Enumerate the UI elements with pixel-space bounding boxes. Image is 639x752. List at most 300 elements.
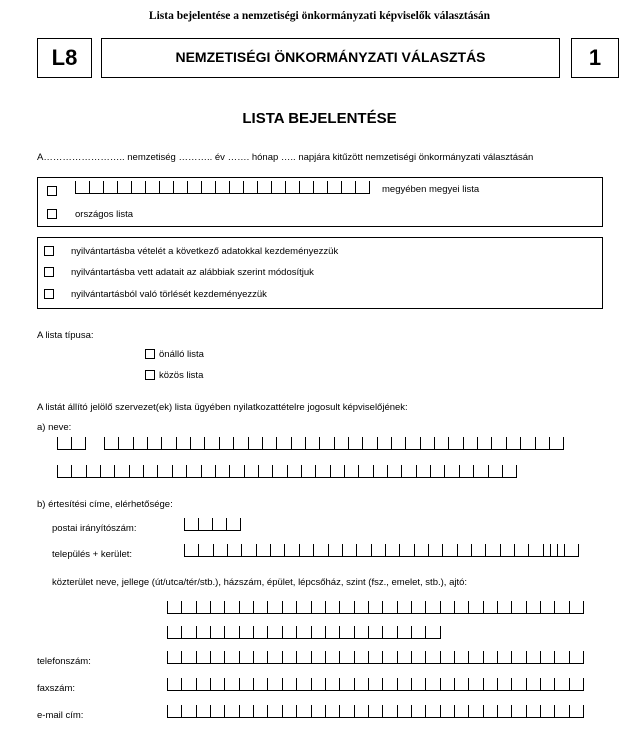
independent-list-label: önálló lista bbox=[159, 349, 204, 360]
comb-tick bbox=[583, 601, 584, 613]
comb-tick bbox=[468, 651, 469, 663]
fax-label: faxszám: bbox=[37, 683, 76, 694]
comb-tick bbox=[85, 437, 86, 449]
comb-tick bbox=[397, 601, 398, 613]
comb-tick bbox=[440, 705, 441, 717]
comb-tick bbox=[416, 465, 417, 477]
comb-tick bbox=[385, 544, 386, 556]
comb-tick bbox=[75, 181, 76, 193]
comb-tick bbox=[296, 601, 297, 613]
comb-tick bbox=[229, 181, 230, 193]
comb-tick bbox=[253, 626, 254, 638]
comb-tick bbox=[463, 437, 464, 449]
comb-tick bbox=[425, 705, 426, 717]
comb-tick bbox=[535, 437, 536, 449]
comb-tick bbox=[497, 601, 498, 613]
comb-tick bbox=[554, 678, 555, 690]
comb-tick bbox=[233, 437, 234, 449]
comb-tick bbox=[411, 678, 412, 690]
street-field-line2[interactable] bbox=[167, 627, 441, 639]
comb-tick bbox=[239, 626, 240, 638]
comb-tick bbox=[371, 544, 372, 556]
comb-tick bbox=[198, 544, 199, 556]
comb-tick bbox=[145, 181, 146, 193]
comb-tick bbox=[354, 601, 355, 613]
comb-tick bbox=[325, 626, 326, 638]
comb-tick bbox=[411, 601, 412, 613]
comb-tick bbox=[239, 678, 240, 690]
name-field-line2[interactable] bbox=[57, 466, 517, 478]
comb-tick bbox=[196, 601, 197, 613]
settlement-field[interactable] bbox=[184, 545, 558, 557]
comb-tick bbox=[382, 651, 383, 663]
comb-tick bbox=[270, 544, 271, 556]
comb-tick bbox=[339, 651, 340, 663]
comb-tick bbox=[299, 544, 300, 556]
comb-tick bbox=[282, 626, 283, 638]
comb-tick bbox=[311, 601, 312, 613]
phone-label: telefonszám: bbox=[37, 656, 91, 667]
comb-tick bbox=[457, 544, 458, 556]
modify-label: nyilvántartásba vett adatait az alábbiak szerint módosítjuk bbox=[71, 267, 314, 278]
comb-tick bbox=[210, 626, 211, 638]
comb-tick bbox=[181, 601, 182, 613]
comb-tick bbox=[382, 601, 383, 613]
comb-tick bbox=[397, 705, 398, 717]
comb-tick bbox=[511, 651, 512, 663]
comb-tick bbox=[497, 651, 498, 663]
comb-tick bbox=[411, 705, 412, 717]
comb-tick bbox=[377, 437, 378, 449]
comb-tick bbox=[173, 181, 174, 193]
phone-field[interactable] bbox=[167, 652, 584, 664]
name-field-line1[interactable] bbox=[104, 438, 564, 450]
comb-tick bbox=[311, 651, 312, 663]
comb-tick bbox=[210, 678, 211, 690]
comb-tick bbox=[181, 678, 182, 690]
comb-tick bbox=[330, 465, 331, 477]
comb-tick bbox=[488, 465, 489, 477]
comb-tick bbox=[569, 601, 570, 613]
comb-tick bbox=[167, 601, 168, 613]
comb-tick bbox=[528, 544, 529, 556]
comb-tick bbox=[325, 678, 326, 690]
comb-tick bbox=[258, 465, 259, 477]
comb-tick bbox=[468, 678, 469, 690]
comb-tick bbox=[226, 518, 227, 530]
comb-tick bbox=[187, 181, 188, 193]
national-list-checkbox[interactable] bbox=[47, 209, 57, 219]
comb-tick bbox=[325, 651, 326, 663]
comb-tick bbox=[172, 465, 173, 477]
comb-tick bbox=[569, 651, 570, 663]
comb-tick bbox=[339, 626, 340, 638]
comb-tick bbox=[301, 465, 302, 477]
email-label: e-mail cím: bbox=[37, 710, 84, 721]
street-field-line1[interactable] bbox=[167, 602, 584, 614]
comb-tick bbox=[368, 651, 369, 663]
comb-tick bbox=[271, 181, 272, 193]
comb-tick bbox=[196, 705, 197, 717]
county-list-checkbox[interactable] bbox=[47, 186, 57, 196]
comb-tick bbox=[253, 678, 254, 690]
comb-tick bbox=[442, 544, 443, 556]
comb-tick bbox=[224, 601, 225, 613]
district-field[interactable] bbox=[550, 545, 579, 557]
comb-tick bbox=[564, 544, 565, 556]
comb-tick bbox=[184, 518, 185, 530]
comb-tick bbox=[483, 678, 484, 690]
comb-tick bbox=[391, 437, 392, 449]
county-list-label: megyében megyei lista bbox=[382, 184, 480, 195]
comb-tick bbox=[473, 465, 474, 477]
intro-line: A…………………….. nemzetiség ……….. év ……. hónap ….. napjára kitűzött nemzetiségi önkormányzati választásán bbox=[37, 152, 534, 163]
comb-tick bbox=[483, 651, 484, 663]
comb-tick bbox=[497, 705, 498, 717]
comb-tick bbox=[224, 678, 225, 690]
comb-tick bbox=[554, 601, 555, 613]
comb-tick bbox=[243, 181, 244, 193]
comb-tick bbox=[414, 544, 415, 556]
comb-tick bbox=[71, 465, 72, 477]
comb-tick bbox=[549, 437, 550, 449]
comb-tick bbox=[369, 181, 370, 193]
comb-tick bbox=[71, 437, 72, 449]
comb-tick bbox=[354, 678, 355, 690]
name-prefix-field[interactable] bbox=[57, 438, 86, 450]
comb-tick bbox=[129, 465, 130, 477]
comb-tick bbox=[282, 678, 283, 690]
joint-list-label: közös lista bbox=[159, 370, 204, 381]
register-label: nyilvántartásba vételét a következő adatokkal kezdeményezzük bbox=[71, 246, 339, 257]
comb-tick bbox=[483, 601, 484, 613]
comb-tick bbox=[334, 437, 335, 449]
comb-tick bbox=[485, 544, 486, 556]
comb-tick bbox=[526, 651, 527, 663]
form-title-box bbox=[101, 38, 560, 78]
registry-action-box bbox=[37, 237, 603, 309]
comb-tick bbox=[176, 437, 177, 449]
comb-tick bbox=[434, 437, 435, 449]
comb-tick bbox=[319, 437, 320, 449]
email-field[interactable] bbox=[167, 706, 584, 718]
comb-tick bbox=[428, 544, 429, 556]
comb-tick bbox=[212, 518, 213, 530]
comb-tick bbox=[425, 678, 426, 690]
postal-code-field[interactable] bbox=[184, 519, 241, 531]
document-top-title: Lista bejelentése a nemzetiségi önkormányzati képviselők választásán bbox=[148, 10, 491, 22]
comb-tick bbox=[459, 465, 460, 477]
comb-tick bbox=[167, 678, 168, 690]
comb-tick bbox=[227, 544, 228, 556]
comb-tick bbox=[468, 705, 469, 717]
comb-tick bbox=[440, 678, 441, 690]
comb-tick bbox=[114, 465, 115, 477]
comb-tick bbox=[133, 437, 134, 449]
comb-tick bbox=[540, 678, 541, 690]
comb-tick bbox=[471, 544, 472, 556]
comb-tick bbox=[368, 705, 369, 717]
comb-tick bbox=[526, 678, 527, 690]
comb-tick bbox=[411, 651, 412, 663]
register-checkbox[interactable] bbox=[44, 246, 54, 256]
comb-tick bbox=[354, 626, 355, 638]
comb-tick bbox=[167, 626, 168, 638]
comb-tick bbox=[167, 705, 168, 717]
comb-tick bbox=[201, 181, 202, 193]
comb-tick bbox=[253, 705, 254, 717]
comb-tick bbox=[554, 705, 555, 717]
comb-tick bbox=[382, 678, 383, 690]
comb-tick bbox=[583, 651, 584, 663]
section-title: LISTA BEJELENTÉSE bbox=[242, 110, 397, 127]
comb-tick bbox=[397, 678, 398, 690]
comb-tick bbox=[399, 544, 400, 556]
comb-tick bbox=[440, 601, 441, 613]
comb-tick bbox=[339, 678, 340, 690]
comb-tick bbox=[267, 651, 268, 663]
comb-tick bbox=[540, 705, 541, 717]
comb-tick bbox=[425, 651, 426, 663]
comb-tick bbox=[305, 437, 306, 449]
comb-tick bbox=[397, 651, 398, 663]
comb-tick bbox=[440, 651, 441, 663]
comb-tick bbox=[578, 544, 579, 556]
comb-tick bbox=[267, 626, 268, 638]
comb-tick bbox=[354, 651, 355, 663]
joint-list-checkbox[interactable] bbox=[145, 370, 155, 380]
comb-tick bbox=[167, 651, 168, 663]
comb-tick bbox=[103, 181, 104, 193]
comb-tick bbox=[241, 544, 242, 556]
comb-tick bbox=[239, 601, 240, 613]
comb-tick bbox=[262, 437, 263, 449]
comb-tick bbox=[511, 601, 512, 613]
comb-tick bbox=[287, 465, 288, 477]
comb-tick bbox=[57, 465, 58, 477]
comb-tick bbox=[425, 601, 426, 613]
comb-tick bbox=[276, 437, 277, 449]
comb-tick bbox=[526, 601, 527, 613]
comb-tick bbox=[543, 544, 544, 556]
comb-tick bbox=[362, 437, 363, 449]
page-number-box bbox=[571, 38, 619, 78]
comb-tick bbox=[368, 626, 369, 638]
comb-tick bbox=[344, 465, 345, 477]
comb-tick bbox=[583, 678, 584, 690]
comb-tick bbox=[282, 705, 283, 717]
comb-tick bbox=[186, 465, 187, 477]
modify-checkbox[interactable] bbox=[44, 267, 54, 277]
comb-tick bbox=[356, 544, 357, 556]
comb-tick bbox=[520, 437, 521, 449]
comb-tick bbox=[339, 601, 340, 613]
form-title: NEMZETISÉGI ÖNKORMÁNYZATI VÁLASZTÁS bbox=[175, 49, 486, 65]
comb-tick bbox=[210, 705, 211, 717]
comb-tick bbox=[285, 181, 286, 193]
comb-tick bbox=[213, 544, 214, 556]
comb-tick bbox=[224, 651, 225, 663]
comb-tick bbox=[430, 465, 431, 477]
comb-tick bbox=[311, 705, 312, 717]
comb-tick bbox=[315, 465, 316, 477]
comb-tick bbox=[215, 181, 216, 193]
comb-tick bbox=[239, 651, 240, 663]
comb-tick bbox=[454, 651, 455, 663]
list-type-label: A lista típusa: bbox=[37, 330, 94, 341]
settlement-label: település + kerület: bbox=[52, 549, 133, 560]
comb-tick bbox=[511, 705, 512, 717]
comb-tick bbox=[382, 705, 383, 717]
comb-tick bbox=[355, 181, 356, 193]
comb-tick bbox=[554, 651, 555, 663]
comb-tick bbox=[117, 181, 118, 193]
comb-tick bbox=[540, 601, 541, 613]
comb-tick bbox=[240, 518, 241, 530]
comb-tick bbox=[210, 651, 211, 663]
comb-tick bbox=[224, 705, 225, 717]
comb-tick bbox=[229, 465, 230, 477]
national-list-label: országos lista bbox=[75, 209, 134, 220]
comb-tick bbox=[502, 465, 503, 477]
comb-tick bbox=[491, 437, 492, 449]
comb-tick bbox=[215, 465, 216, 477]
comb-tick bbox=[181, 651, 182, 663]
comb-tick bbox=[190, 437, 191, 449]
comb-tick bbox=[569, 678, 570, 690]
comb-tick bbox=[143, 465, 144, 477]
comb-tick bbox=[468, 601, 469, 613]
comb-tick bbox=[358, 465, 359, 477]
comb-tick bbox=[196, 626, 197, 638]
comb-tick bbox=[86, 465, 87, 477]
comb-tick bbox=[299, 181, 300, 193]
comb-tick bbox=[311, 626, 312, 638]
comb-tick bbox=[325, 601, 326, 613]
comb-tick bbox=[448, 437, 449, 449]
comb-tick bbox=[444, 465, 445, 477]
comb-tick bbox=[540, 651, 541, 663]
fax-field[interactable] bbox=[167, 679, 584, 691]
comb-tick bbox=[291, 437, 292, 449]
page-number: 1 bbox=[588, 45, 602, 70]
comb-tick bbox=[184, 544, 185, 556]
comb-tick bbox=[327, 181, 328, 193]
comb-tick bbox=[342, 544, 343, 556]
comb-tick bbox=[550, 544, 551, 556]
comb-tick bbox=[296, 705, 297, 717]
comb-tick bbox=[296, 651, 297, 663]
comb-tick bbox=[118, 437, 119, 449]
comb-tick bbox=[248, 437, 249, 449]
comb-tick bbox=[104, 437, 105, 449]
comb-tick bbox=[201, 465, 202, 477]
comb-tick bbox=[397, 626, 398, 638]
comb-tick bbox=[224, 626, 225, 638]
comb-tick bbox=[284, 544, 285, 556]
comb-tick bbox=[272, 465, 273, 477]
delete-checkbox[interactable] bbox=[44, 289, 54, 299]
comb-tick bbox=[420, 437, 421, 449]
comb-tick bbox=[514, 544, 515, 556]
comb-tick bbox=[89, 181, 90, 193]
comb-tick bbox=[500, 544, 501, 556]
comb-tick bbox=[497, 678, 498, 690]
comb-tick bbox=[196, 678, 197, 690]
comb-tick bbox=[257, 181, 258, 193]
comb-tick bbox=[313, 544, 314, 556]
comb-tick bbox=[57, 437, 58, 449]
representative-heading: A listát állító jelölő szervezet(ek) lista ügyében nyilatkozattételre jogosult képviselőjének: bbox=[37, 402, 408, 413]
comb-tick bbox=[339, 705, 340, 717]
comb-tick bbox=[253, 651, 254, 663]
comb-tick bbox=[131, 181, 132, 193]
comb-tick bbox=[401, 465, 402, 477]
comb-tick bbox=[204, 437, 205, 449]
comb-tick bbox=[373, 465, 374, 477]
comb-tick bbox=[325, 705, 326, 717]
comb-tick bbox=[198, 518, 199, 530]
comb-tick bbox=[311, 678, 312, 690]
comb-tick bbox=[157, 465, 158, 477]
comb-tick bbox=[569, 705, 570, 717]
comb-tick bbox=[296, 626, 297, 638]
comb-tick bbox=[296, 678, 297, 690]
postal-code-label: postai irányítószám: bbox=[52, 523, 137, 534]
comb-tick bbox=[196, 651, 197, 663]
street-label: közterület neve, jellege (út/utca/tér/stb.), házszám, épület, lépcsőház, szint (fsz., emelet, stb.), ajtó: bbox=[52, 577, 468, 588]
comb-tick bbox=[454, 705, 455, 717]
list-scope-box bbox=[37, 177, 603, 227]
comb-tick bbox=[181, 626, 182, 638]
form-code: L8 bbox=[51, 45, 78, 70]
form-code-box bbox=[37, 38, 92, 78]
comb-tick bbox=[526, 705, 527, 717]
name-label: a) neve: bbox=[37, 422, 72, 433]
comb-tick bbox=[477, 437, 478, 449]
comb-tick bbox=[159, 181, 160, 193]
comb-tick bbox=[516, 465, 517, 477]
comb-tick bbox=[387, 465, 388, 477]
comb-tick bbox=[282, 601, 283, 613]
comb-tick bbox=[382, 626, 383, 638]
comb-tick bbox=[161, 437, 162, 449]
comb-tick bbox=[253, 601, 254, 613]
comb-tick bbox=[100, 465, 101, 477]
comb-tick bbox=[368, 678, 369, 690]
comb-tick bbox=[282, 651, 283, 663]
comb-tick bbox=[368, 601, 369, 613]
comb-tick bbox=[411, 626, 412, 638]
comb-tick bbox=[440, 626, 441, 638]
comb-tick bbox=[425, 626, 426, 638]
comb-tick bbox=[354, 705, 355, 717]
comb-tick bbox=[563, 437, 564, 449]
comb-tick bbox=[454, 601, 455, 613]
comb-tick bbox=[267, 601, 268, 613]
comb-tick bbox=[181, 705, 182, 717]
comb-tick bbox=[348, 437, 349, 449]
independent-list-checkbox[interactable] bbox=[145, 349, 155, 359]
comb-tick bbox=[210, 601, 211, 613]
comb-tick bbox=[583, 705, 584, 717]
comb-tick bbox=[267, 705, 268, 717]
comb-tick bbox=[454, 678, 455, 690]
comb-tick bbox=[244, 465, 245, 477]
comb-tick bbox=[328, 544, 329, 556]
county-name-field[interactable] bbox=[75, 182, 370, 194]
comb-tick bbox=[483, 705, 484, 717]
